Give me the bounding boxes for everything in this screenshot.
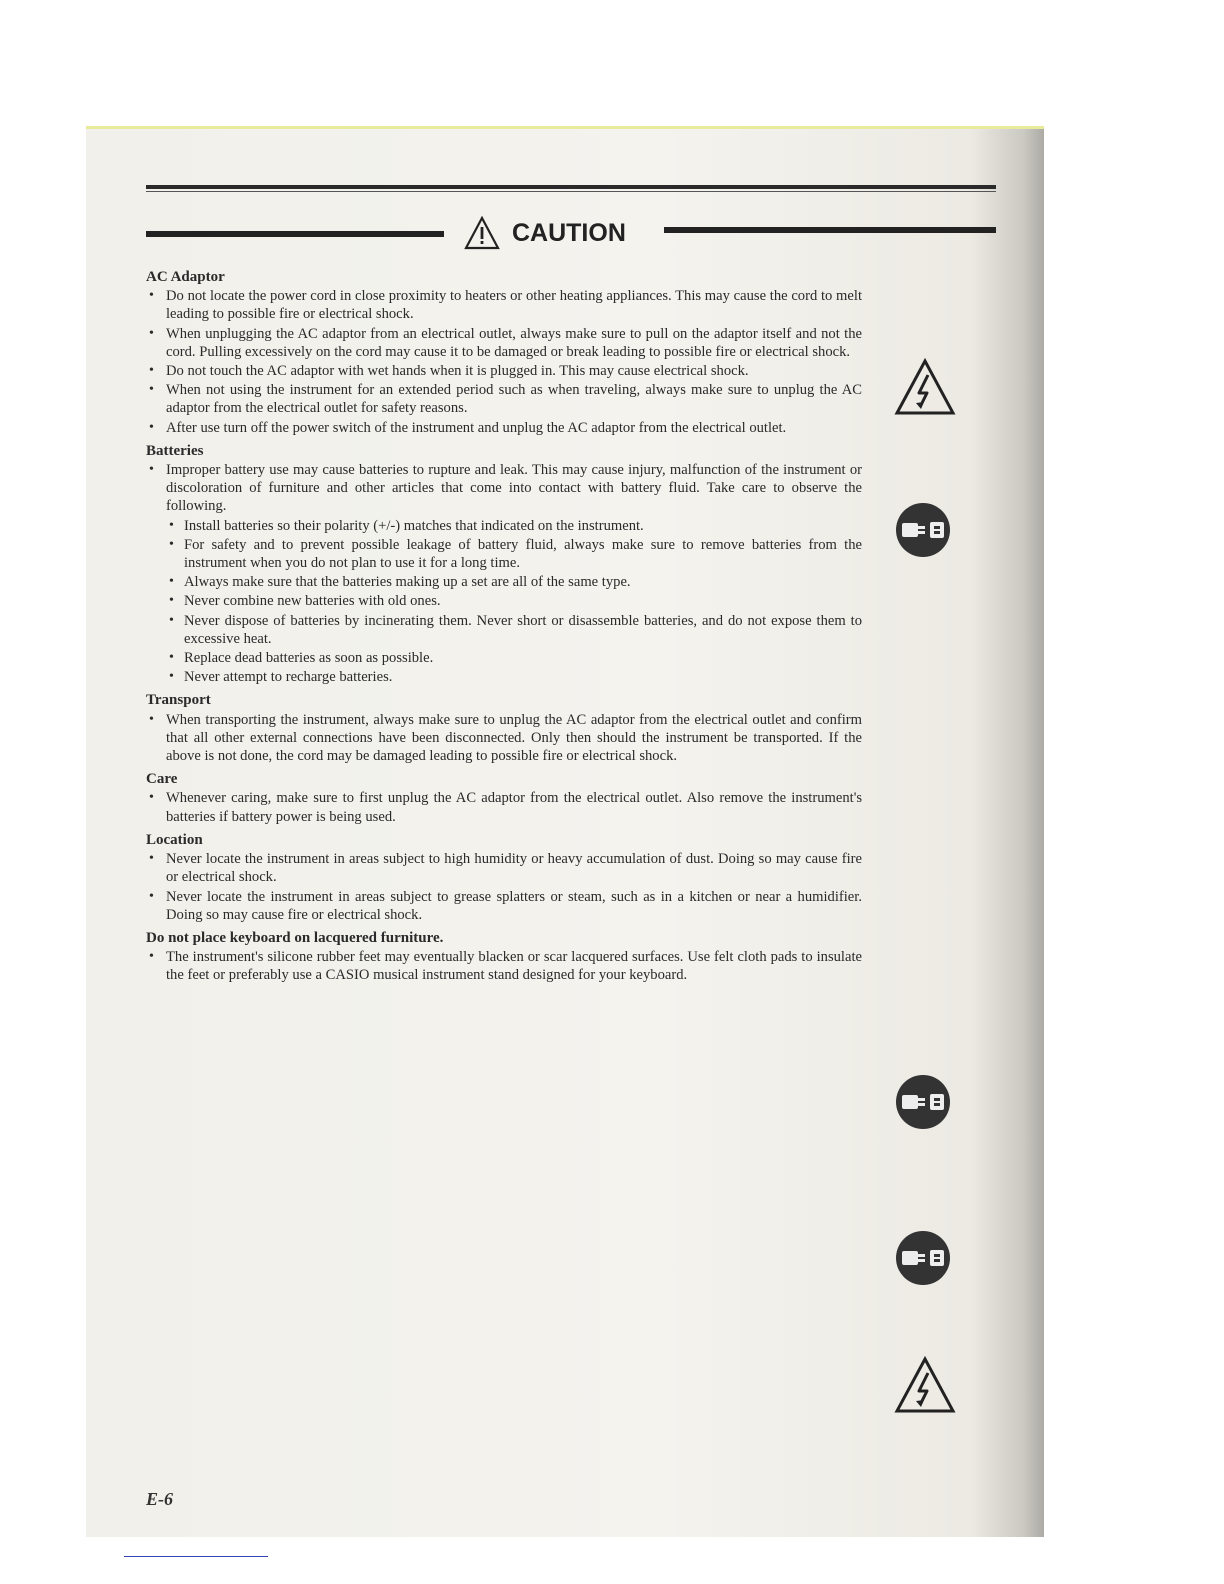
caution-title-group [464,213,626,253]
list-item: • Never locate the instrument in areas subject to high humidity or heavy accumulation of dust. Doing so may cause fire or electrical shock. [146,850,862,886]
list-item: • Whenever caring, make sure to first unplug the AC adaptor from the electrical outlet. Also remove the instrument's batteries if battery power is being used. [146,789,862,825]
unplug-icon [894,501,952,559]
section-location [146,831,862,924]
section-heading: Transport [146,692,211,709]
top-rule-thin [146,191,996,192]
list-item: • Improper battery use may cause batteries to rupture and leak. This may cause injury, malfunction of the instrument or discoloration of furniture and other articles that come into contact with battery fluid. Take care to observe the following. [146,461,862,516]
list-item: • The instrument's silicone rubber feet may eventually blacken or scar lacquered surfaces. Use felt cloth pads to insulate the feet or preferably use a CASIO musical instrument stand designed for your keyboard. [146,948,862,984]
list-item: • Never locate the instrument in areas subject to grease splatters or steam, such as in a kitchen or near a humidifier. Doing so may cause fire or electrical shock. [146,888,862,924]
caution-bar-right [664,227,996,233]
warning-triangle-icon [464,216,500,250]
electric-shock-warning-icon [894,357,956,419]
caution-header [146,213,996,253]
section-lacquered-furniture [146,929,862,985]
section-transport [146,691,862,765]
section-heading: Location [146,831,203,848]
manual-page [86,126,1044,1537]
section-batteries [146,442,862,687]
list-item: • When not using the instrument for an extended period such as when traveling, always make sure to unplug the AC adaptor from the electrical outlet for safety reasons. [146,381,862,417]
list-item: • Do not locate the power cord in close proximity to heaters or other heating appliances. This may cause the cord to melt leading to possible fire or electrical shock. [146,287,862,323]
sub-list-item: • Always make sure that the batteries making up a set are all of the same type. [146,573,862,591]
electric-shock-warning-icon [894,1355,956,1417]
unplug-icon [894,1229,952,1287]
sub-list-item: • Never attempt to recharge batteries. [146,668,862,686]
caution-bar-left [146,231,444,237]
caution-content [146,263,862,986]
section-heading: Do not place keyboard on lacquered furniture. [146,929,444,946]
sub-list-item: • Never dispose of batteries by incinerating them. Never short or disassemble batteries, and do not expose them to excessive heat. [146,612,862,648]
section-ac-adaptor [146,268,862,437]
unplug-icon [894,1073,952,1131]
sub-list-item: • Replace dead batteries as soon as possible. [146,649,862,667]
page-edge-shadow [974,129,1044,1537]
section-care [146,770,862,826]
page-title: CAUTION [512,218,626,247]
sub-list-item: • Install batteries so their polarity (+/-) matches that indicated on the instrument. [146,517,862,535]
list-item: • Do not touch the AC adaptor with wet hands when it is plugged in. This may cause electrical shock. [146,362,862,380]
section-heading: AC Adaptor [146,269,225,285]
footnote-rule [124,1556,268,1557]
list-item: • When transporting the instrument, always make sure to unplug the AC adaptor from the electrical outlet and confirm that all other external connections have been disconnected. Only then should the instrument be transported. If the above is not done, the cord may be damaged leading to possible fire or electrical shock. [146,711,862,766]
list-item: • After use turn off the power switch of the instrument and unplug the AC adaptor from the electrical outlet. [146,419,862,437]
top-rule [146,185,996,189]
sub-list-item: • Never combine new batteries with old ones. [146,592,862,610]
section-heading: Care [146,771,178,788]
section-heading: Batteries [146,442,204,459]
page-number: E-6 [146,1489,173,1509]
sub-list-item: • For safety and to prevent possible leakage of battery fluid, always make sure to remove batteries from the instrument when you do not plan to use it for a long time. [146,536,862,572]
list-item: • When unplugging the AC adaptor from an electrical outlet, always make sure to pull on the adaptor itself and not the cord. Pulling excessively on the cord may cause it to be damaged or break leading to possible fire or electrical shock. [146,325,862,361]
